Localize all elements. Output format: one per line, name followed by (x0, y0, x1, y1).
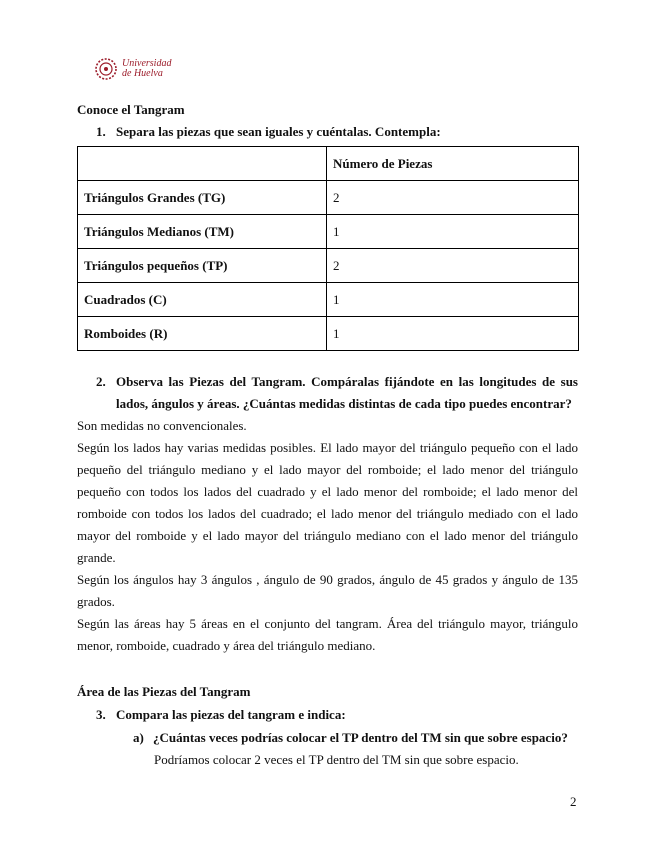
answer-paragraph: Según los lados hay varias medidas posibles. El lado mayor del triángulo pequeño con el lado pequeño del triángulo mediano y el lado mayor del romboide; el lado menor del triángulo pequeño con todos los lados del cuadrado y el lado menor del romboide; el lado menor del romboide con todos los lados del cuadrado; el lado menor del triángulo mediado con el lado mayor del romboide y el lado mayor del triángulo mediano con el lado menor del triángulo grande. (77, 440, 578, 565)
section-title-areas: Área de las Piezas del Tangram (77, 684, 251, 699)
question-2 (96, 371, 578, 415)
question-1-number: 1. (96, 124, 106, 139)
answer-body (77, 415, 578, 657)
table-header-cell-empty (78, 147, 327, 181)
question-3-number: 3. (96, 707, 106, 722)
table-row (78, 181, 579, 215)
table-cell-label: Triángulos pequeños (TP) (78, 249, 327, 283)
question-3a (133, 730, 568, 746)
table-header-cell-count: Número de Piezas (327, 147, 579, 181)
table-cell-label: Cuadrados (C) (78, 283, 327, 317)
table-header-row (78, 147, 579, 181)
table-cell-value: 2 (327, 181, 579, 215)
answer-paragraph: Según los ángulos hay 3 ángulos , ángulo de 90 grados, ángulo de 45 grados y ángulo de 135 grados. (77, 572, 578, 609)
question-3-text: Compara las piezas del tangram e indica: (116, 707, 346, 722)
logo-text (122, 59, 171, 79)
question-3 (96, 704, 346, 726)
university-seal-icon (94, 57, 118, 81)
table-row (78, 317, 579, 351)
answer-paragraph: Son medidas no convencionales. (77, 418, 247, 433)
table-cell-value: 1 (327, 283, 579, 317)
question-1 (96, 121, 441, 143)
table-cell-value: 2 (327, 249, 579, 283)
question-3a-text: ¿Cuántas veces podrías colocar el TP dentro del TM sin que sobre espacio? (153, 730, 568, 745)
pieces-table (77, 146, 579, 351)
table-row (78, 283, 579, 317)
answer-paragraph: Según las áreas hay 5 áreas en el conjunto del tangram. Área del triángulo mayor, triángulo menor, romboide, cuadrado y área del triángulo mediano. (77, 616, 578, 653)
question-3a-answer: Podríamos colocar 2 veces el TP dentro del TM sin que sobre espacio. (154, 752, 519, 767)
table-row (78, 249, 579, 283)
logo-line-1: Universidad (122, 58, 172, 69)
university-logo (94, 56, 174, 82)
question-3a-letter: a) (133, 730, 144, 745)
section-title-tangram: Conoce el Tangram (77, 102, 185, 117)
table-cell-value: 1 (327, 317, 579, 351)
question-2-number: 2. (96, 374, 106, 389)
logo-line-2: de Huelva (122, 68, 163, 79)
table-cell-label: Triángulos Medianos (TM) (78, 215, 327, 249)
table-cell-value: 1 (327, 215, 579, 249)
table-row (78, 215, 579, 249)
table-cell-label: Romboides (R) (78, 317, 327, 351)
page-number: 2 (570, 794, 577, 809)
table-cell-label: Triángulos Grandes (TG) (78, 181, 327, 215)
question-2-text: Observa las Piezas del Tangram. Compáralas fijándote en las longitudes de sus lados, ángulos y áreas. ¿Cuántas medidas distintas de cada tipo puedes encontrar? (116, 374, 578, 411)
question-1-text: Separa las piezas que sean iguales y cuéntalas. Contempla: (116, 124, 441, 139)
